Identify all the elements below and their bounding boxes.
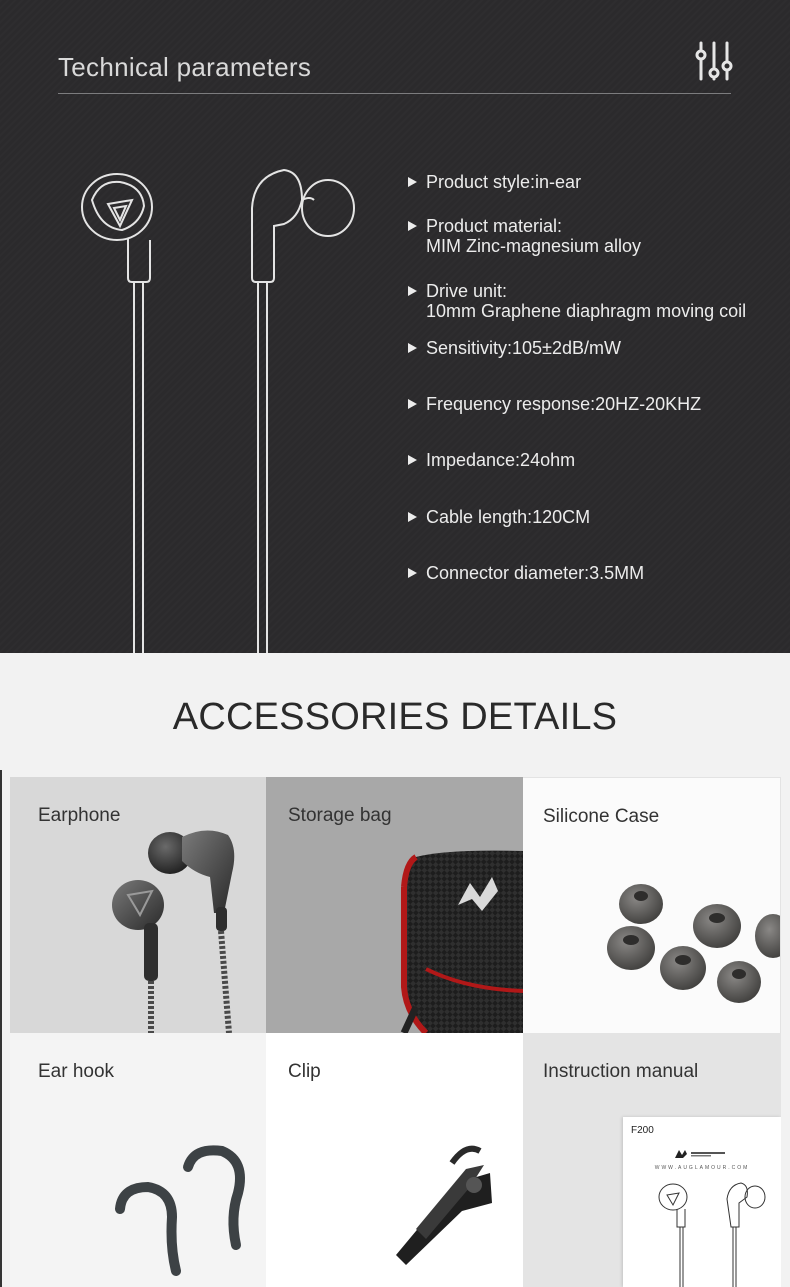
spec-label: Drive unit: xyxy=(426,281,508,301)
manual-booklet xyxy=(623,1117,781,1287)
earphone-outline-icon xyxy=(70,160,370,653)
spec-item xyxy=(404,394,784,414)
bullet-triangle-icon xyxy=(408,455,417,465)
spec-label: Product material: xyxy=(426,216,563,236)
spec-list xyxy=(404,0,790,653)
accessory-label: Silicone Case xyxy=(543,806,660,827)
spec-item xyxy=(404,563,784,583)
spec-label: Sensitivity:105±2dB/mW xyxy=(426,338,621,358)
bullet-triangle-icon xyxy=(408,343,417,353)
accessory-label: Ear hook xyxy=(38,1061,115,1082)
accessory-clip xyxy=(266,1033,523,1287)
spec-item xyxy=(404,338,784,358)
ear-hook-photo xyxy=(10,1033,266,1287)
spec-label: Connector diameter:3.5MM xyxy=(426,563,645,583)
clip-photo xyxy=(266,1033,523,1287)
left-border xyxy=(0,770,2,1287)
accessories-title: ACCESSORIES DETAILS xyxy=(172,696,618,738)
manual-model: F200 xyxy=(631,1125,654,1136)
accessory-label: Earphone xyxy=(38,805,121,826)
spec-value: MIM Zinc-magnesium alloy xyxy=(426,236,642,256)
bullet-triangle-icon xyxy=(408,512,417,522)
brand-logo-icon xyxy=(673,1149,729,1159)
bullet-triangle-icon xyxy=(408,221,417,231)
earphone-photo xyxy=(10,777,266,1033)
accessory-silicone-case xyxy=(523,777,781,1033)
spec-item xyxy=(404,172,784,192)
accessories-grid xyxy=(10,777,781,1287)
bullet-triangle-icon xyxy=(408,286,417,296)
spec-item xyxy=(404,507,784,527)
spec-item xyxy=(404,216,784,256)
accessory-storage-bag xyxy=(266,777,523,1033)
bullet-triangle-icon xyxy=(408,399,417,409)
accessory-earphone xyxy=(10,777,266,1033)
spec-label: Cable length:120CM xyxy=(426,507,591,527)
manual-earphone-icon xyxy=(623,1179,781,1287)
spec-item xyxy=(404,450,784,470)
manual-url: WWW.AUGLAMOUR.COM xyxy=(654,1165,750,1171)
accessory-instruction-manual xyxy=(523,1033,781,1287)
spec-label: Frequency response:20HZ-20KHZ xyxy=(426,394,702,414)
accessory-label: Instruction manual xyxy=(543,1061,699,1082)
spec-label: Product style:in-ear xyxy=(426,172,582,192)
bullet-triangle-icon xyxy=(408,568,417,578)
accessory-label: Storage bag xyxy=(288,805,392,826)
accessory-label: Clip xyxy=(288,1061,321,1082)
spec-item xyxy=(404,281,784,321)
technical-parameters-title: Technical parameters xyxy=(58,52,312,82)
storage-bag-photo xyxy=(266,777,523,1033)
spec-label: Impedance:24ohm xyxy=(426,450,576,470)
bullet-triangle-icon xyxy=(408,177,417,187)
spec-value: 10mm Graphene diaphragm moving coil xyxy=(426,301,747,321)
accessory-ear-hook xyxy=(10,1033,266,1287)
silicone-tips-photo xyxy=(523,778,781,1033)
